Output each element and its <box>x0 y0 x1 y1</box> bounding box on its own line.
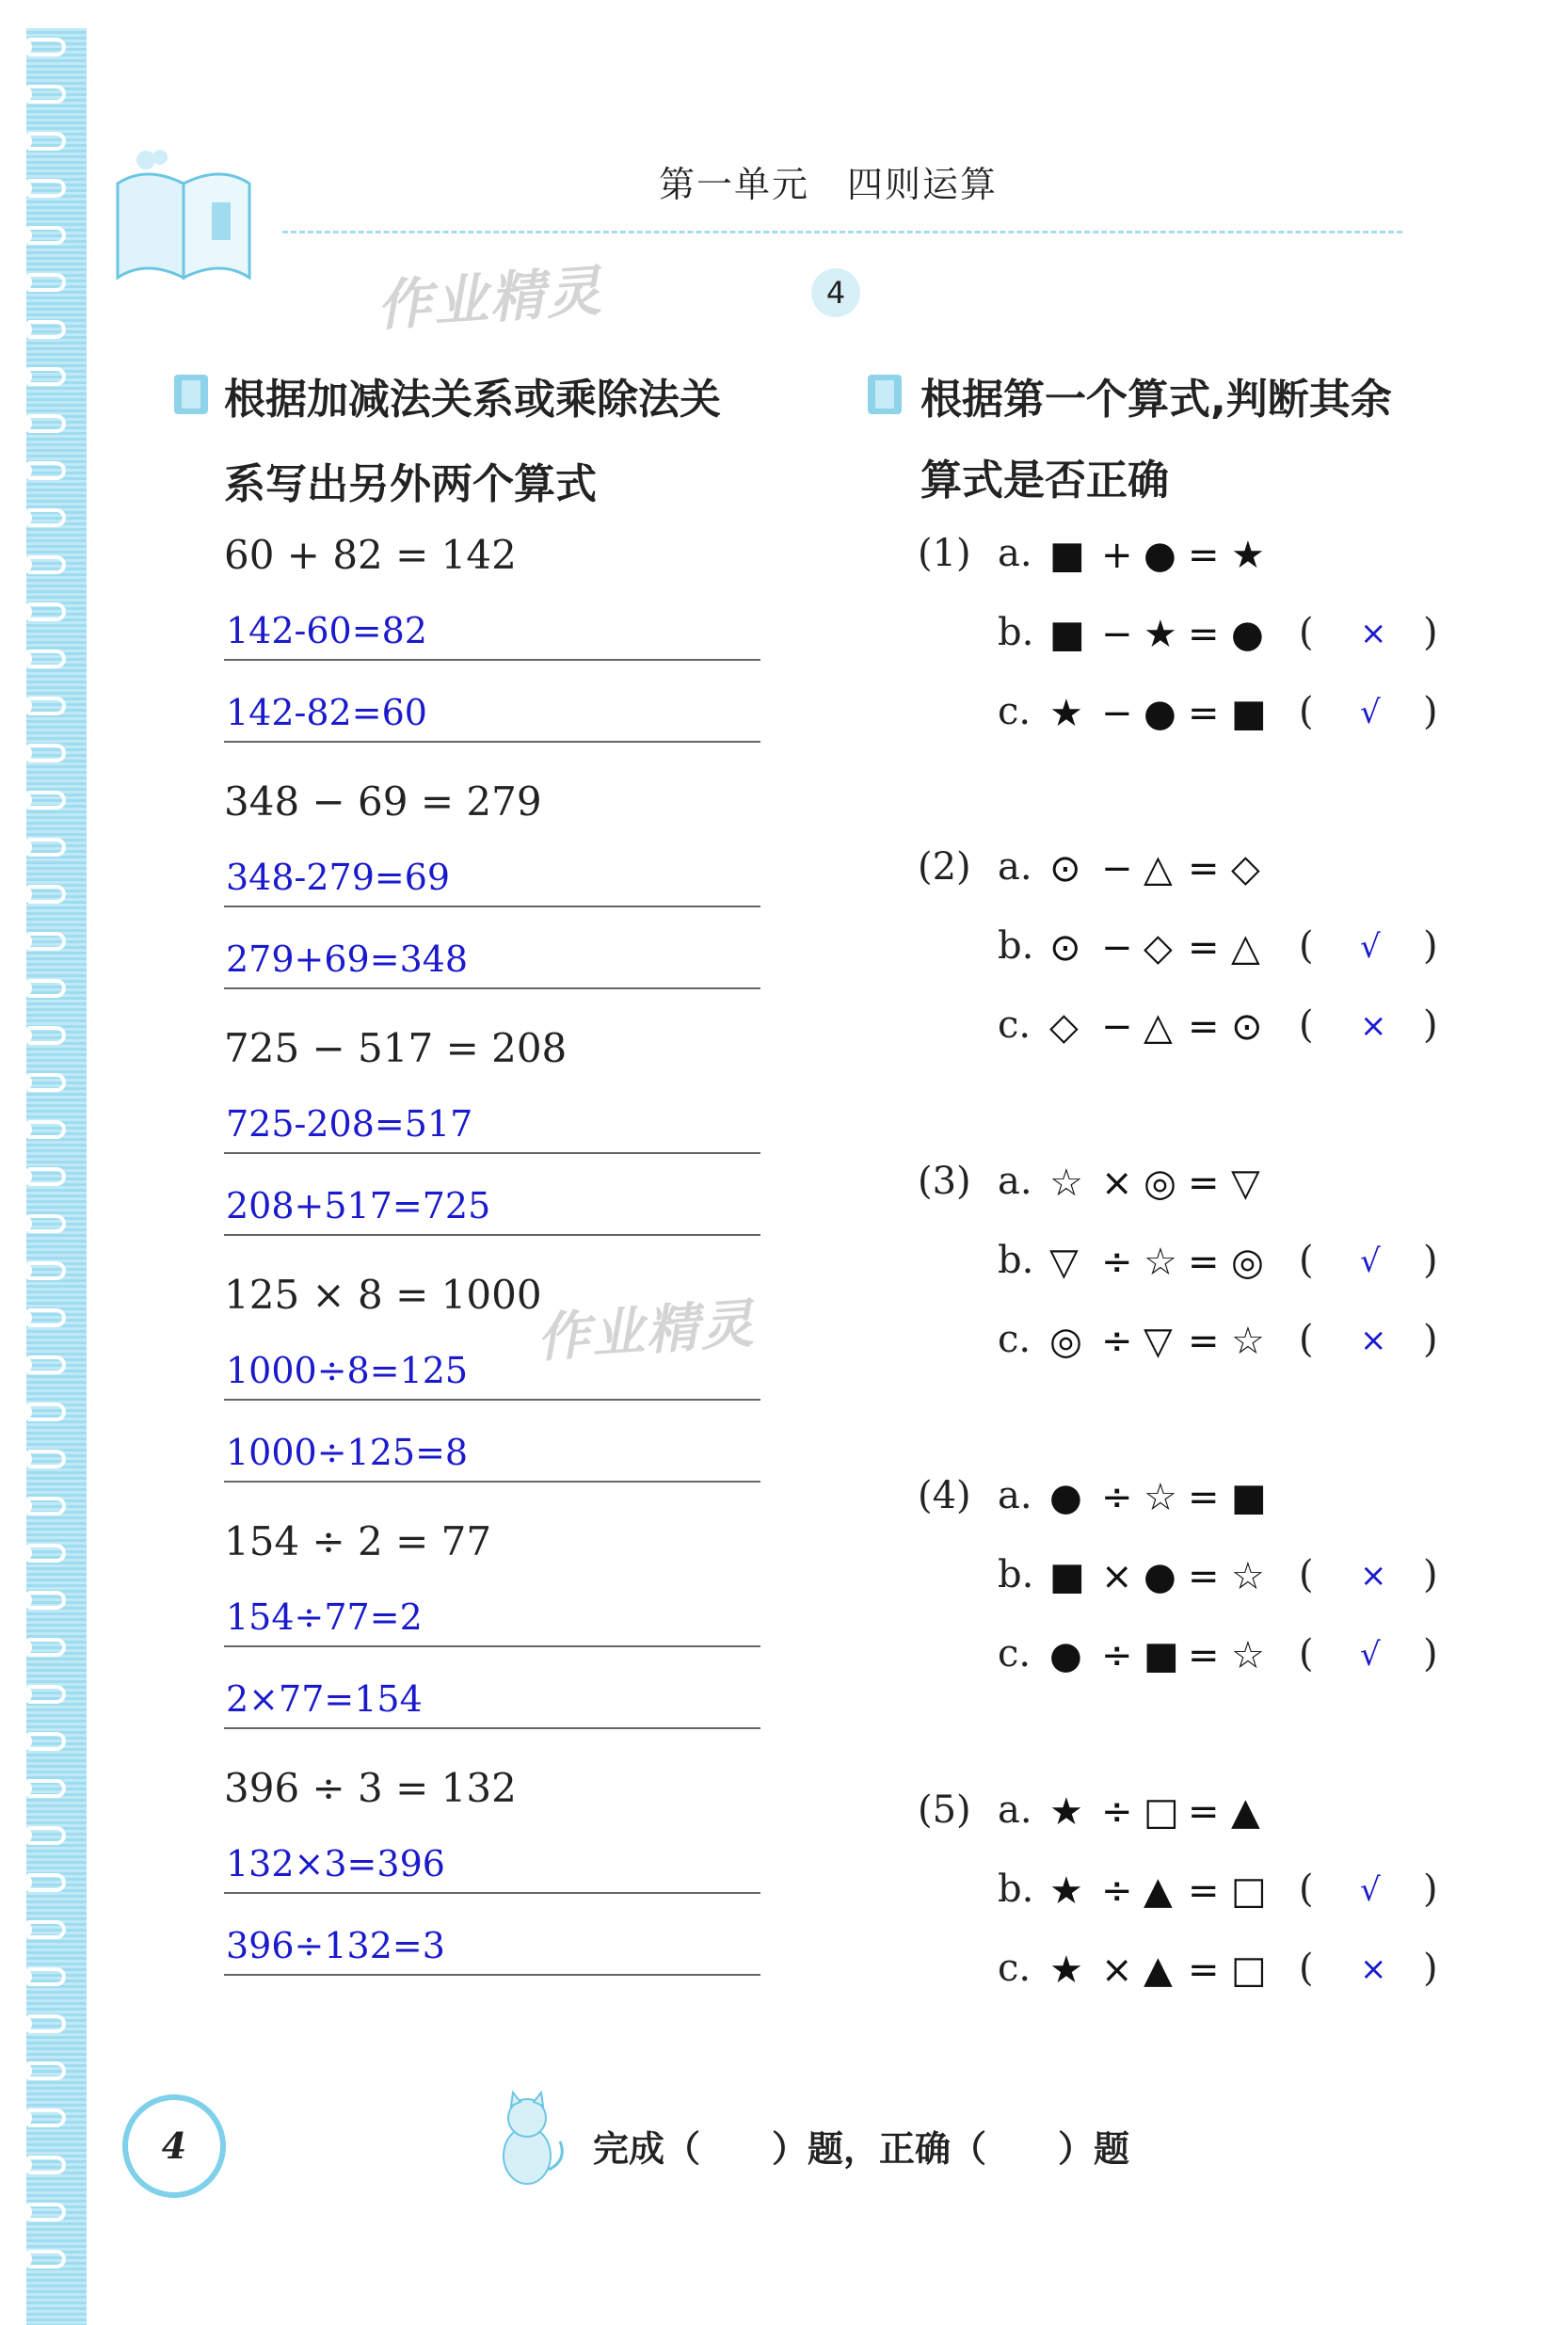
spine-ring <box>28 2156 66 2174</box>
shape-symbol: ☆ <box>1049 1162 1083 1205</box>
cat-illustration <box>485 2085 569 2189</box>
spine-ring <box>28 602 66 621</box>
watermark: 作业精灵 <box>375 258 605 339</box>
spine-ring <box>28 1073 66 1092</box>
group-number: (2) <box>918 845 971 889</box>
shape-symbol: ▲ <box>1144 1948 1173 1992</box>
operator-symbol: − <box>1101 692 1133 735</box>
operator-symbol: = <box>1188 1241 1220 1284</box>
shape-symbol: ◎ <box>1049 1320 1082 1363</box>
operator-symbol: = <box>1188 1555 1220 1598</box>
operator-symbol: = <box>1188 1790 1220 1834</box>
judgement-mark[interactable]: × <box>1360 1557 1387 1595</box>
spine-ring <box>28 2109 66 2127</box>
shape-symbol: ★ <box>1049 1790 1083 1834</box>
row-letter: a. <box>998 1474 1032 1517</box>
spine-ring <box>28 85 66 104</box>
row-letter: b. <box>998 924 1034 968</box>
watermark: 作业精灵 <box>535 1292 758 1371</box>
row-letter: a. <box>998 845 1032 889</box>
page-tag: 4 <box>811 268 860 317</box>
spine-ring <box>28 1120 66 1139</box>
spine-ring <box>28 273 66 292</box>
operator-symbol: ÷ <box>1101 1869 1133 1913</box>
spine-ring <box>28 744 66 762</box>
shape-symbol: ■ <box>1231 692 1267 735</box>
spine-ring <box>28 1544 66 1563</box>
operator-symbol: ÷ <box>1101 1320 1133 1363</box>
spine-ring <box>28 179 66 198</box>
row-letter: c. <box>998 1318 1032 1361</box>
spine-ring <box>28 1638 66 1657</box>
section-icon <box>174 375 208 414</box>
spine-ring <box>28 1026 66 1045</box>
page-number: 4 <box>122 2094 226 2198</box>
answer-paren-left: ( <box>1299 1003 1314 1047</box>
group-number: (3) <box>918 1160 971 1203</box>
given-equation: 348 − 69 = 279 <box>224 778 542 825</box>
shape-symbol: ▽ <box>1049 1241 1079 1284</box>
operator-symbol: = <box>1188 1162 1220 1205</box>
operator-symbol: ÷ <box>1101 1476 1133 1519</box>
shape-symbol: ● <box>1049 1634 1082 1677</box>
row-letter: c. <box>998 1003 1032 1047</box>
answer-paren-left: ( <box>1299 1553 1314 1596</box>
right-heading-line2: 算式是否正确 <box>920 457 1169 505</box>
spine-ring <box>28 1920 66 1939</box>
spine-ring <box>28 367 66 386</box>
operator-symbol: − <box>1101 847 1133 890</box>
row-letter: c. <box>998 1947 1032 1990</box>
spine-ring <box>28 1308 66 1327</box>
completion-summary: 完成（ ）题，正确（ ）题 <box>593 2128 1130 2170</box>
answer-paren-left: ( <box>1299 690 1314 733</box>
answer-line <box>224 1234 760 1236</box>
judgement-mark[interactable]: × <box>1360 1322 1387 1359</box>
operator-symbol: = <box>1188 1320 1220 1363</box>
row-letter: c. <box>998 1632 1032 1676</box>
answer-paren-left: ( <box>1299 611 1314 654</box>
shape-symbol: ● <box>1144 692 1176 735</box>
spine-ring <box>28 1450 66 1468</box>
shape-symbol: ◇ <box>1144 926 1173 970</box>
answer-paren-right: ) <box>1423 1239 1438 1282</box>
answer-equation: 142-82=60 <box>226 692 427 733</box>
spine-ring <box>28 979 66 998</box>
answer-paren-left: ( <box>1299 1632 1314 1676</box>
spine-ring <box>28 38 66 56</box>
spine-ring <box>28 1779 66 1798</box>
answer-paren-left: ( <box>1299 1239 1314 1282</box>
answer-line <box>224 1974 760 1976</box>
row-letter: a. <box>998 1160 1032 1203</box>
operator-symbol: × <box>1101 1555 1133 1598</box>
shape-symbol: ■ <box>1049 534 1085 577</box>
operator-symbol: = <box>1188 1634 1220 1677</box>
spine-ring <box>28 1591 66 1610</box>
operator-symbol: = <box>1188 1476 1220 1519</box>
shape-symbol: ★ <box>1049 1869 1083 1913</box>
answer-paren-right: ) <box>1423 1947 1438 1990</box>
judgement-mark[interactable]: √ <box>1360 1243 1381 1280</box>
operator-symbol: − <box>1101 926 1133 970</box>
operator-symbol: × <box>1101 1948 1133 1992</box>
spine-ring <box>28 2014 66 2033</box>
spine-ring <box>28 320 66 339</box>
operator-symbol: = <box>1188 534 1220 577</box>
answer-paren-right: ) <box>1423 1632 1438 1676</box>
spine-ring <box>28 697 66 715</box>
spine-ring <box>28 885 66 904</box>
row-letter: b. <box>998 1239 1034 1282</box>
operator-symbol: = <box>1188 1005 1220 1049</box>
answer-line <box>224 1399 760 1401</box>
operator-symbol: = <box>1188 847 1220 890</box>
judgement-mark[interactable]: × <box>1360 1007 1387 1045</box>
right-heading-line1: 根据第一个算式,判断其余 <box>920 376 1392 424</box>
spine-ring <box>28 2203 66 2221</box>
given-equation: 725 − 517 = 208 <box>224 1025 568 1071</box>
answer-paren-right: ) <box>1423 690 1438 733</box>
shape-symbol: ★ <box>1049 692 1083 735</box>
answer-line <box>224 906 760 907</box>
spine-ring <box>28 132 66 151</box>
answer-equation: 348-279=69 <box>226 857 451 898</box>
spine-ring <box>28 414 66 433</box>
answer-paren-left: ( <box>1299 1947 1314 1990</box>
spine-ring <box>28 791 66 810</box>
shape-symbol: △ <box>1144 847 1173 890</box>
spine-ring <box>28 1167 66 1186</box>
operator-symbol: = <box>1188 1948 1220 1992</box>
shape-symbol: ★ <box>1049 1948 1083 1992</box>
shape-symbol: ▲ <box>1144 1869 1173 1913</box>
spine-ring <box>28 1214 66 1233</box>
group-number: (5) <box>918 1788 971 1832</box>
unit-title: 第一单元 四则运算 <box>659 164 999 205</box>
answer-line <box>224 987 760 989</box>
answer-equation: 1000÷125=8 <box>226 1432 469 1473</box>
shape-symbol: ☆ <box>1144 1476 1177 1519</box>
judgement-mark[interactable]: √ <box>1360 694 1381 731</box>
answer-equation: 725-208=517 <box>226 1103 473 1145</box>
answer-paren-left: ( <box>1299 1868 1314 1911</box>
spine-ring <box>28 649 66 668</box>
shape-symbol: ◎ <box>1144 1162 1176 1205</box>
answer-paren-right: ) <box>1423 1553 1438 1596</box>
spine-ring <box>28 1967 66 1986</box>
shape-symbol: △ <box>1144 1005 1173 1049</box>
given-equation: 125 × 8 = 1000 <box>224 1272 542 1318</box>
answer-equation: 132×3=396 <box>226 1843 445 1884</box>
shape-symbol: ■ <box>1231 1476 1267 1519</box>
shape-symbol: ● <box>1144 534 1176 577</box>
spine-ring <box>28 555 66 574</box>
answer-paren-right: ) <box>1423 924 1438 968</box>
judgement-mark[interactable]: √ <box>1360 928 1381 966</box>
group-number: (4) <box>918 1474 971 1517</box>
spine-ring <box>28 1732 66 1751</box>
header-divider <box>282 231 1402 233</box>
judgement-mark[interactable]: × <box>1360 1950 1387 1988</box>
section-icon <box>868 375 902 414</box>
shape-symbol: ◎ <box>1231 1241 1264 1284</box>
spine-ring <box>28 1497 66 1515</box>
shape-symbol: ☆ <box>1231 1634 1265 1677</box>
shape-symbol: ⊙ <box>1049 847 1081 890</box>
judgement-mark[interactable]: √ <box>1360 1871 1381 1909</box>
spine-ring <box>28 1685 66 1704</box>
answer-equation: 1000÷8=125 <box>226 1350 469 1391</box>
shape-symbol: ■ <box>1049 1555 1085 1598</box>
answer-equation: 142-60=82 <box>226 610 427 651</box>
judgement-mark[interactable]: × <box>1360 615 1387 652</box>
shape-symbol: ● <box>1231 613 1264 656</box>
given-equation: 154 ÷ 2 = 77 <box>224 1518 492 1564</box>
shape-symbol: ▽ <box>1231 1162 1260 1205</box>
answer-paren-right: ) <box>1423 1318 1438 1361</box>
shape-symbol: ● <box>1049 1476 1082 1519</box>
open-book-illustration <box>108 146 264 287</box>
answer-line <box>224 1727 760 1729</box>
shape-symbol: ★ <box>1144 613 1177 656</box>
shape-symbol: ★ <box>1231 534 1265 577</box>
shape-symbol: △ <box>1231 926 1260 970</box>
answer-paren-left: ( <box>1299 1318 1314 1361</box>
answer-line <box>224 659 760 661</box>
shape-symbol: ▽ <box>1144 1320 1173 1363</box>
spine-ring <box>28 1261 66 1280</box>
spine-ring <box>28 1403 66 1421</box>
spine-ring <box>28 838 66 857</box>
row-letter: a. <box>998 1788 1032 1832</box>
left-heading-line2: 系写出另外两个算式 <box>224 460 597 508</box>
operator-symbol: = <box>1188 692 1220 735</box>
shape-symbol: ☆ <box>1144 1241 1177 1284</box>
answer-equation: 279+69=348 <box>226 938 469 980</box>
shape-symbol: ● <box>1144 1555 1176 1598</box>
operator-symbol: = <box>1188 1869 1220 1913</box>
shape-symbol: ⊙ <box>1231 1005 1263 1049</box>
answer-equation: 154÷77=2 <box>226 1596 423 1638</box>
given-equation: 60 + 82 = 142 <box>224 532 517 578</box>
shape-symbol: ⊙ <box>1049 926 1081 970</box>
answer-paren-right: ) <box>1423 611 1438 654</box>
spine-ring <box>28 932 66 951</box>
operator-symbol: × <box>1101 1162 1133 1205</box>
answer-line <box>224 1152 760 1154</box>
shape-symbol: □ <box>1231 1948 1267 1992</box>
answer-equation: 2×77=154 <box>226 1678 423 1720</box>
shape-symbol: ■ <box>1144 1634 1179 1677</box>
left-heading-line1: 根据加减法关系或乘除法关 <box>224 376 721 424</box>
shape-symbol: ▲ <box>1231 1790 1260 1834</box>
judgement-mark[interactable]: √ <box>1360 1636 1381 1674</box>
shape-symbol: □ <box>1231 1869 1267 1913</box>
spine-ring <box>28 2061 66 2080</box>
answer-line <box>224 1481 760 1483</box>
shape-symbol: ☆ <box>1231 1320 1265 1363</box>
spine-ring <box>28 1355 66 1374</box>
group-number: (1) <box>918 532 971 575</box>
row-letter: a. <box>998 532 1032 575</box>
answer-equation: 208+517=725 <box>226 1185 491 1227</box>
row-letter: b. <box>998 1553 1034 1596</box>
spine-ring <box>28 226 66 245</box>
row-letter: b. <box>998 611 1034 654</box>
given-equation: 396 ÷ 3 = 132 <box>224 1765 517 1811</box>
operator-symbol: = <box>1188 613 1220 656</box>
operator-symbol: ÷ <box>1101 1241 1133 1284</box>
spine-ring <box>28 1826 66 1845</box>
answer-line <box>224 741 760 743</box>
operator-symbol: − <box>1101 613 1133 656</box>
spine-ring <box>28 461 66 480</box>
answer-line <box>224 1892 760 1894</box>
operator-symbol: ÷ <box>1101 1790 1133 1834</box>
answer-paren-left: ( <box>1299 924 1314 968</box>
answer-paren-right: ) <box>1423 1003 1438 1047</box>
spine-ring <box>28 508 66 527</box>
operator-symbol: ÷ <box>1101 1634 1133 1677</box>
operator-symbol: − <box>1101 1005 1133 1049</box>
shape-symbol: □ <box>1144 1790 1179 1834</box>
answer-equation: 396÷132=3 <box>226 1925 445 1966</box>
operator-symbol: + <box>1101 534 1133 577</box>
shape-symbol: ◇ <box>1049 1005 1079 1049</box>
spine-ring <box>28 2250 66 2269</box>
spine-ring <box>28 1873 66 1892</box>
answer-line <box>224 1645 760 1647</box>
shape-symbol: ☆ <box>1231 1555 1265 1598</box>
answer-paren-right: ) <box>1423 1868 1438 1911</box>
operator-symbol: = <box>1188 926 1220 970</box>
row-letter: c. <box>998 690 1032 733</box>
shape-symbol: ◇ <box>1231 847 1260 890</box>
row-letter: b. <box>998 1868 1034 1911</box>
shape-symbol: ■ <box>1049 613 1085 656</box>
